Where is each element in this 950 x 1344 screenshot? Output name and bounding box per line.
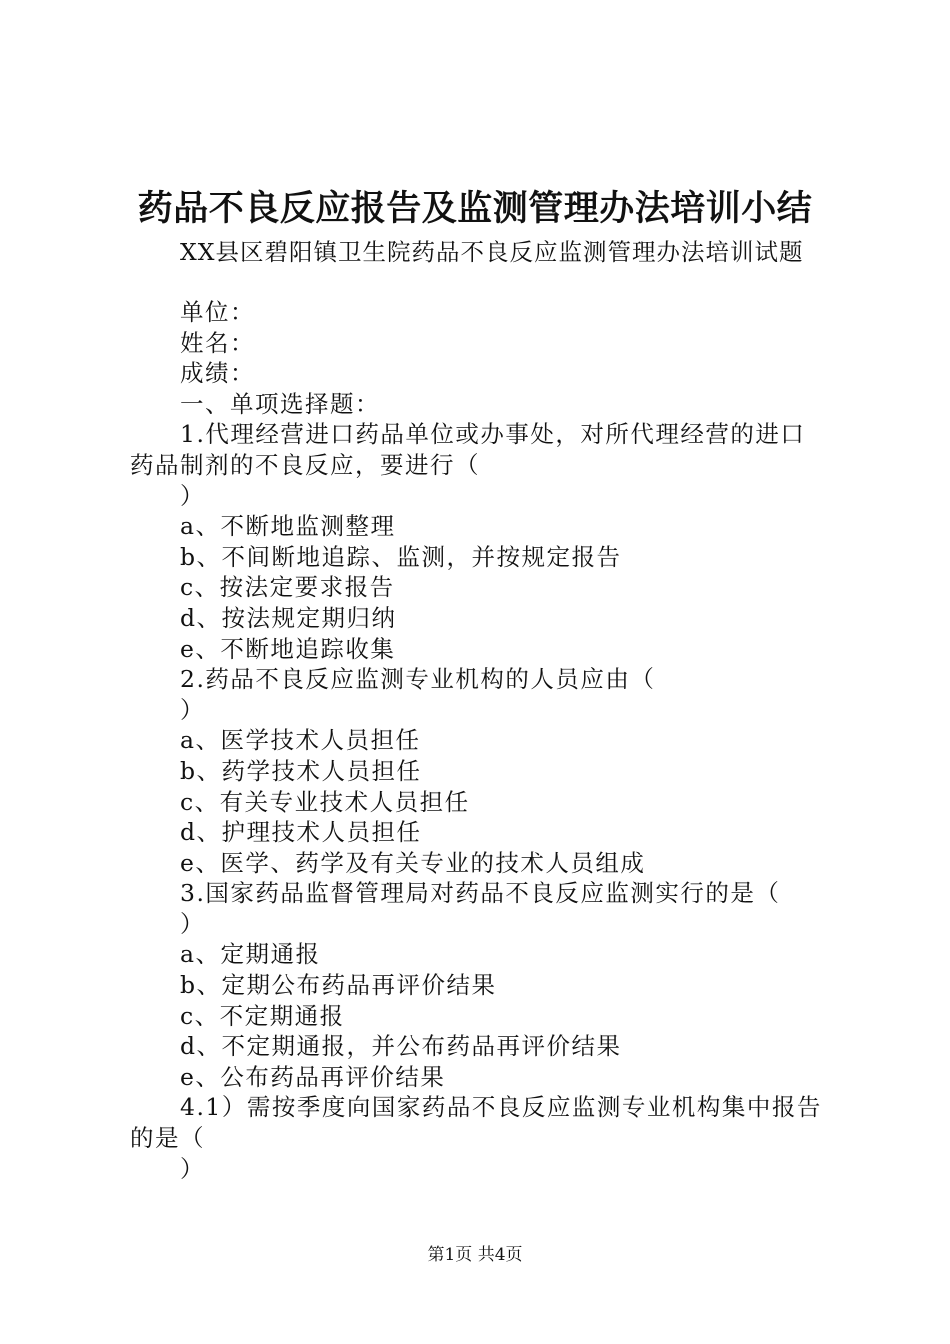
field-unit: 单位： (180, 298, 255, 326)
question-1-option-a: a、不断地监测整理 (180, 512, 396, 541)
question-3-option-b: b、定期公布药品再评价结果 (180, 971, 497, 1000)
field-name: 姓名： (180, 328, 255, 357)
question-3-close: ） (180, 909, 205, 938)
question-2-stem: 2.药品不良反应监测专业机构的人员应由（ (180, 665, 656, 694)
question-1-option-c: c、按法定要求报告 (180, 573, 395, 602)
question-1-stem: 1.代理经营进口药品单位或办事处，对所代理经营的进口药品制剂的不良反应，要进行（ (130, 420, 806, 479)
question-4-stem: 4.1）需按季度向国家药品不良反应监测专业机构集中报告的是（ (130, 1093, 822, 1153)
question-4-close: ） (180, 1154, 205, 1183)
question-1-close: ） (180, 481, 205, 510)
document-title: 药品不良反应报告及监测管理办法培训小结 (137, 188, 813, 229)
question-3-stem: 3.国家药品监督管理局对药品不良反应监测实行的是（ (180, 879, 781, 908)
section-heading: 一、单项选择题： (180, 389, 380, 418)
question-2-option-d: d、护理技术人员担任 (180, 818, 422, 847)
question-2-option-a: a、医学技术人员担任 (180, 726, 421, 755)
question-3-option-c: c、不定期通报 (180, 1001, 345, 1030)
question-1-option-e: e、不断地追踪收集 (180, 634, 396, 663)
question-1-option-b: b、不间断地追踪、监测，并按规定报告 (180, 542, 622, 571)
document-subtitle: XX县区碧阳镇卫生院药品不良反应监测管理办法培训试题 (180, 238, 804, 266)
question-3-option-d: d、不定期通报，并公布药品再评价结果 (180, 1032, 622, 1061)
document-body (130, 297, 830, 1184)
question-2-close: ） (180, 695, 205, 724)
question-3-option-a: a、定期通报 (180, 940, 321, 969)
question-2-option-b: b、药学技术人员担任 (180, 756, 422, 785)
question-1-option-d: d、按法规定期归纳 (180, 603, 397, 632)
question-2-option-e: e、医学、药学及有关专业的技术人员组成 (180, 848, 646, 877)
page-footer: 第1页 共4页 (427, 1245, 523, 1265)
question-3-option-e: e、公布药品再评价结果 (180, 1062, 446, 1091)
field-score: 成绩： (180, 359, 255, 388)
question-2-option-c: c、有关专业技术人员担任 (180, 787, 470, 816)
